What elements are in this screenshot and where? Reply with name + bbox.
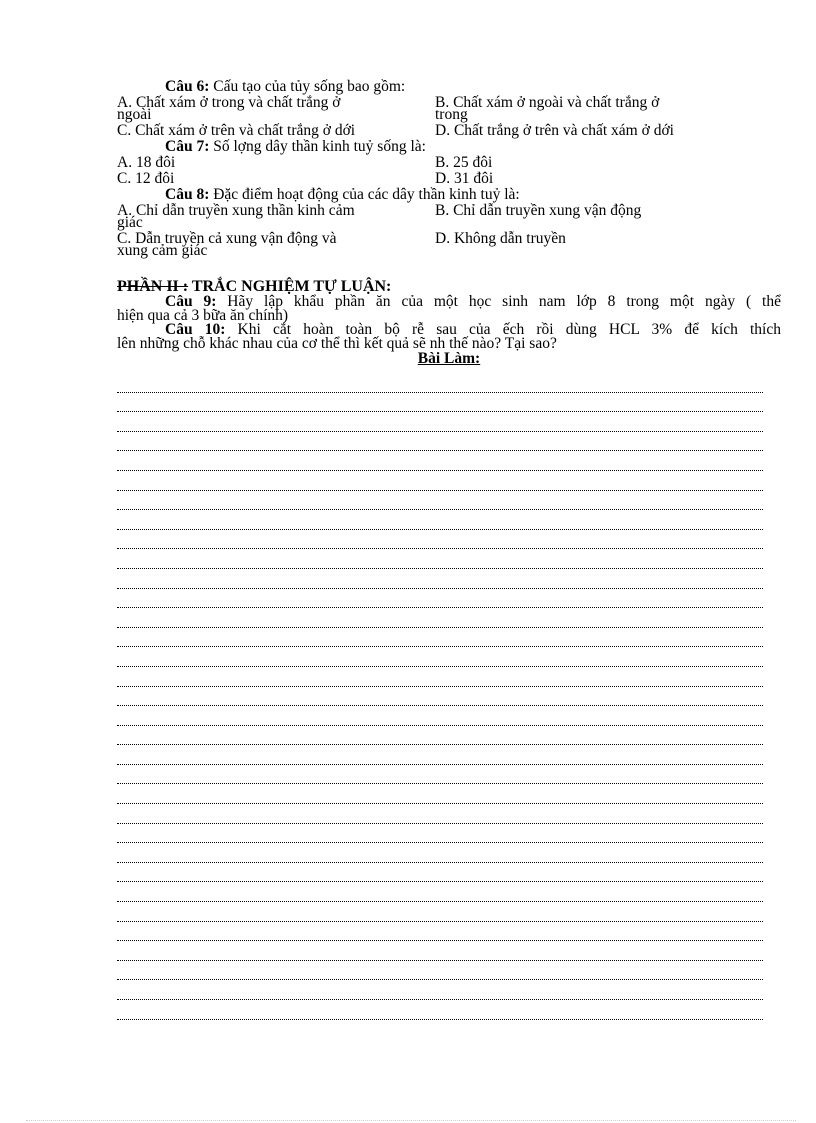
option-6a <box>117 95 427 123</box>
option-8c <box>117 231 427 259</box>
answer-line[interactable] <box>117 432 763 452</box>
option-8a-line2: giác <box>117 214 143 231</box>
answer-line[interactable] <box>117 667 763 687</box>
question-10 <box>117 323 781 351</box>
option-8c-line2: xung cảm giác <box>117 242 208 259</box>
answer-line[interactable] <box>117 510 763 530</box>
answer-line[interactable] <box>117 373 763 393</box>
option-7b: B. 25 đôi <box>435 154 493 171</box>
question-6 <box>117 79 781 95</box>
answer-line[interactable] <box>117 824 763 844</box>
answer-line[interactable] <box>117 902 763 922</box>
question-9-line1: Hãy lập khẩu phần ăn của một học sinh nam lớp 8 trong một ngày ( thể <box>216 293 781 310</box>
option-6c: C. Chất xám ở trên và chất trắng ở dới <box>117 122 356 139</box>
question-10-line2: lên những chỗ khác nhau của cơ thể thì kết quả sẽ nh thế nào? Tại sao? <box>117 335 557 352</box>
section-2-title: TRẮC NGHIỆM TỰ LUẬN: <box>188 278 392 295</box>
section-2-label: PHẦN II : <box>117 278 189 295</box>
exam-page <box>117 79 781 1020</box>
question-7-options <box>117 155 781 187</box>
answer-line[interactable] <box>117 530 763 550</box>
question-8-text: Đặc điểm hoạt động của các dây thần kinh tuỷ là: <box>209 186 520 203</box>
question-9 <box>117 295 781 323</box>
option-8d: D. Không dẫn truyền <box>435 230 566 247</box>
answer-line[interactable] <box>117 843 763 863</box>
answer-line[interactable] <box>117 726 763 746</box>
question-6-label: Câu 6: <box>165 78 210 95</box>
option-7c: C. 12 đôi <box>117 170 175 187</box>
question-9-label: Câu 9: <box>165 293 217 310</box>
option-8c-line1: C. Dẫn truyền cả xung vận động và <box>117 230 337 247</box>
answer-line[interactable] <box>117 882 763 902</box>
option-6a-line1: A. Chất xám ở trong và chất trắng ở <box>117 94 341 111</box>
question-10-label: Câu 10: <box>165 321 226 338</box>
answer-line[interactable] <box>117 393 763 413</box>
question-8 <box>117 187 781 203</box>
question-7-label: Câu 7: <box>165 138 210 155</box>
option-6b-line1: B. Chất xám ở ngoài và chất trắng ở <box>435 94 660 111</box>
option-8a-line1: A. Chỉ dẫn truyền xung thần kinh cảm <box>117 202 355 219</box>
answer-line[interactable] <box>117 647 763 667</box>
answer-line[interactable] <box>117 980 763 1000</box>
answer-line[interactable] <box>117 628 763 648</box>
answer-line[interactable] <box>117 1000 763 1020</box>
answer-line[interactable] <box>117 608 763 628</box>
answer-line[interactable] <box>117 804 763 824</box>
answer-line[interactable] <box>117 491 763 511</box>
answer-line[interactable] <box>117 941 763 961</box>
question-6-text: Cấu tạo của tủy sống bao gồm: <box>209 78 406 95</box>
option-7a: A. 18 đôi <box>117 154 176 171</box>
answer-line[interactable] <box>117 784 763 804</box>
answer-line[interactable] <box>117 412 763 432</box>
option-8b: B. Chỉ dẫn truyền xung vận động <box>435 202 642 219</box>
question-7-text: Số lợng dây thần kinh tuỷ sống là: <box>209 138 426 155</box>
question-8-options <box>117 203 781 259</box>
answer-line[interactable] <box>117 589 763 609</box>
option-7d: D. 31 đôi <box>435 170 494 187</box>
question-9-line2: hiện qua cả 3 bữa ăn chính) <box>117 307 289 324</box>
option-6b <box>435 95 745 123</box>
option-6a-line2: ngoài <box>117 106 152 123</box>
answer-heading: Bài Làm: <box>417 350 481 367</box>
answer-line[interactable] <box>117 549 763 569</box>
answer-line[interactable] <box>117 961 763 981</box>
answer-line[interactable] <box>117 687 763 707</box>
answer-line[interactable] <box>117 922 763 942</box>
question-6-options <box>117 95 781 139</box>
option-8a <box>117 203 427 231</box>
question-8-label: Câu 8: <box>165 186 210 203</box>
question-10-line1: Khi cắt hoàn toàn bộ rễ sau của ếch rồi dùng HCL 3% để kích thích <box>225 321 781 338</box>
page-bottom-rule <box>26 1120 796 1121</box>
option-6b-line2: trong <box>435 106 468 123</box>
answer-line[interactable] <box>117 745 763 765</box>
answer-line[interactable] <box>117 451 763 471</box>
question-7 <box>117 139 781 155</box>
answer-lines <box>117 373 781 1020</box>
answer-line[interactable] <box>117 765 763 785</box>
answer-line[interactable] <box>117 569 763 589</box>
answer-line[interactable] <box>117 863 763 883</box>
answer-line[interactable] <box>117 471 763 491</box>
answer-line[interactable] <box>117 706 763 726</box>
option-6d: D. Chất trắng ở trên và chất xám ở dới <box>435 122 674 139</box>
